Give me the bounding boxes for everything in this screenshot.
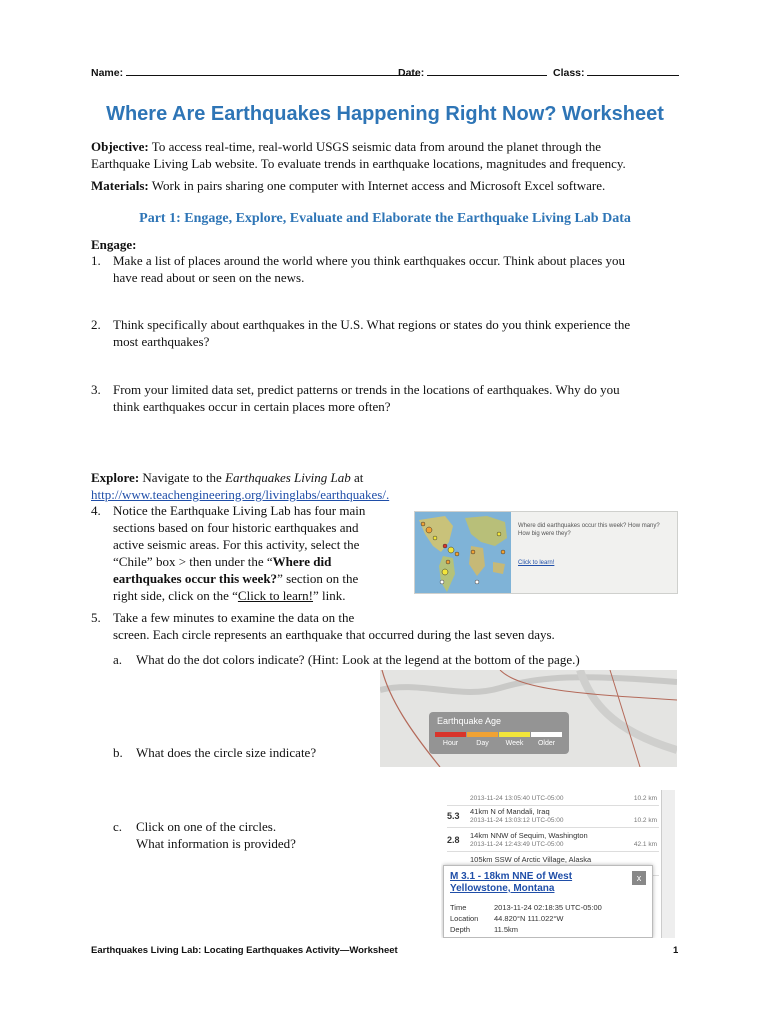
legend-bar-week bbox=[499, 732, 530, 737]
explore-paragraph bbox=[91, 469, 681, 503]
quake-magnitude: 2.8 bbox=[447, 835, 460, 845]
quake-magnitude: 5.3 bbox=[447, 811, 460, 821]
popup-location-value: 44.820°N 111.022°W bbox=[494, 914, 564, 923]
legend-screenshot bbox=[380, 670, 677, 767]
objective-paragraph bbox=[91, 138, 681, 172]
legend-label-older: Older bbox=[537, 740, 556, 747]
world-map-thumbnail bbox=[415, 512, 511, 594]
quake-popup bbox=[443, 865, 653, 938]
quake-place: 41km N of Mandali, Iraq bbox=[470, 807, 550, 816]
qc-number: c. bbox=[113, 819, 123, 834]
legend-bar-older bbox=[531, 732, 562, 737]
date-field bbox=[398, 66, 547, 79]
q5-line2: screen. Each circle represents an earthquake that occurred during the last seven days. bbox=[113, 627, 555, 642]
q1-line1: Make a list of places around the world where you think earthquakes occur. Think about places you bbox=[113, 253, 626, 268]
living-lab-screenshot bbox=[414, 511, 678, 594]
q1-number: 1. bbox=[91, 253, 101, 268]
q3-line1: From your limited data set, predict patterns or trends in the locations of earthquakes. Why do you bbox=[113, 382, 620, 397]
quake-time: 2013-11-24 13:03:12 UTC-05:00 bbox=[470, 817, 564, 824]
q4-line6b: Click to learn! bbox=[237, 588, 314, 603]
q4-line3: active seismic areas. For this activity, select the bbox=[113, 537, 360, 552]
q4-line4b: Where did bbox=[272, 554, 332, 569]
legend-label-day: Day bbox=[476, 740, 489, 747]
q4-text bbox=[113, 502, 403, 604]
explore-lab-name: Earthquakes Living Lab bbox=[225, 470, 351, 485]
q2-text bbox=[113, 316, 630, 350]
q3-line2: think earthquakes occur in certain places more often? bbox=[113, 399, 391, 414]
q5-text bbox=[113, 609, 613, 643]
qc-line2: What information is provided? bbox=[136, 836, 296, 851]
q4-line5: earthquakes occur this week? bbox=[113, 571, 278, 586]
materials-paragraph bbox=[91, 177, 681, 194]
popup-time-label: Time bbox=[450, 903, 467, 912]
quake-place: 105km SSW of Arctic Village, Alaska bbox=[470, 855, 592, 864]
q2-line2: most earthquakes? bbox=[113, 334, 210, 349]
quake-place: 14km NNW of Sequim, Washington bbox=[470, 831, 588, 840]
close-icon[interactable]: x bbox=[632, 871, 646, 885]
popup-title-line1: M 3.1 - 18km NNE of West bbox=[450, 871, 573, 882]
qc-text bbox=[136, 818, 296, 852]
legend-title: Earthquake Age bbox=[437, 716, 502, 726]
objective-label: Objective: bbox=[91, 139, 149, 154]
q1-text bbox=[113, 252, 625, 286]
q4-line5b: ” section on the bbox=[277, 571, 359, 586]
q5-number: 5. bbox=[91, 610, 101, 625]
popup-title-line2: Yellowstone, Montana bbox=[450, 883, 555, 894]
q2-line1: Think specifically about earthquakes in the U.S. What regions or states do you think experience the bbox=[113, 317, 631, 332]
class-field bbox=[553, 66, 679, 79]
name-blank[interactable] bbox=[126, 66, 420, 76]
legend-bar-hour bbox=[435, 732, 466, 737]
date-label: Date: bbox=[398, 67, 425, 79]
living-lab-link[interactable]: http://www.teachengineering.org/livinglabs/earthquakes/. bbox=[91, 487, 390, 502]
explore-intro: Navigate to the bbox=[142, 470, 222, 485]
world-map-image bbox=[415, 512, 511, 594]
quake-depth: 42.1 km bbox=[633, 841, 657, 848]
list-item[interactable] bbox=[447, 806, 659, 828]
popup-title[interactable] bbox=[450, 871, 600, 895]
date-blank[interactable] bbox=[427, 66, 547, 76]
qb-number: b. bbox=[113, 745, 123, 760]
popup-depth-label: Depth bbox=[450, 925, 471, 934]
qb-text: What does the circle size indicate? bbox=[136, 745, 317, 760]
footer-text: Earthquakes Living Lab: Locating Earthquakes Activity—Worksheet bbox=[91, 945, 398, 956]
class-blank[interactable] bbox=[587, 66, 679, 76]
quake-time: 2013-11-24 13:05:40 UTC-05:00 bbox=[470, 795, 564, 802]
class-label: Class: bbox=[553, 67, 585, 79]
page-title: Where Are Earthquakes Happening Right Now? Worksheet bbox=[106, 103, 664, 125]
popup-time-value: 2013-11-24 02:18:35 UTC-05:00 bbox=[494, 903, 602, 912]
q3-number: 3. bbox=[91, 382, 101, 397]
part1-heading: Part 1: Engage, Explore, Evaluate and Elaborate the Earthquake Living Lab Data bbox=[139, 211, 631, 226]
popup-depth-value: 11.5km bbox=[494, 925, 519, 934]
q3-text bbox=[113, 381, 620, 415]
materials-label: Materials: bbox=[91, 178, 149, 193]
q4-line2: sections based on four historic earthquakes and bbox=[113, 520, 359, 535]
list-item[interactable] bbox=[447, 790, 659, 806]
quake-depth: 10.2 km bbox=[633, 817, 657, 824]
materials-text: Work in pairs sharing one computer with Internet access and Microsoft Excel software. bbox=[151, 178, 606, 193]
list-item[interactable] bbox=[447, 830, 659, 852]
q4-number: 4. bbox=[91, 503, 101, 518]
q4-line1: Notice the Earthquake Living Lab has four main bbox=[113, 503, 366, 518]
legend-label-week: Week bbox=[505, 740, 524, 747]
q4-line6c: ” link. bbox=[313, 588, 346, 603]
legend-label-hour: Hour bbox=[442, 740, 459, 747]
explore-at: at bbox=[354, 470, 364, 485]
objective-line2: Earthquake Living Lab website. To evaluate trends in earthquake locations, magnitudes and frequency. bbox=[91, 156, 626, 171]
engage-label: Engage: bbox=[91, 237, 137, 252]
list-scrollbar[interactable] bbox=[661, 790, 675, 938]
page-number: 1 bbox=[673, 945, 679, 956]
earthquake-age-legend bbox=[429, 712, 569, 754]
quake-depth: 10.2 km bbox=[633, 795, 657, 802]
qa-number: a. bbox=[113, 652, 123, 667]
legend-bar-day bbox=[467, 732, 498, 737]
qa-text: What do the dot colors indicate? (Hint: Look at the legend at the bottom of the page.) bbox=[136, 652, 580, 667]
q1-line2: have read about or seen on the news. bbox=[113, 270, 305, 285]
qc-line1: Click on one of the circles. bbox=[136, 819, 277, 834]
name-label: Name: bbox=[91, 67, 124, 79]
explore-label: Explore: bbox=[91, 470, 140, 485]
q4-line6a: right side, click on the “ bbox=[113, 588, 238, 603]
shot1-question: Where did earthquakes occur this week? How many? How big were they? bbox=[518, 523, 660, 537]
q5-line1: Take a few minutes to examine the data on the bbox=[113, 610, 355, 625]
quake-time: 2013-11-24 12:43:49 UTC-05:00 bbox=[470, 841, 564, 848]
name-field bbox=[91, 66, 420, 79]
objective-line1: To access real-time, real-world USGS seismic data from around the planet through the bbox=[151, 139, 602, 154]
q2-number: 2. bbox=[91, 317, 101, 332]
click-to-learn-link[interactable]: Click to learn! bbox=[518, 560, 555, 566]
quake-detail-screenshot bbox=[441, 790, 677, 938]
q4-line4a: “Chile” box > then under the “ bbox=[113, 554, 273, 569]
popup-location-label: Location bbox=[450, 914, 479, 923]
